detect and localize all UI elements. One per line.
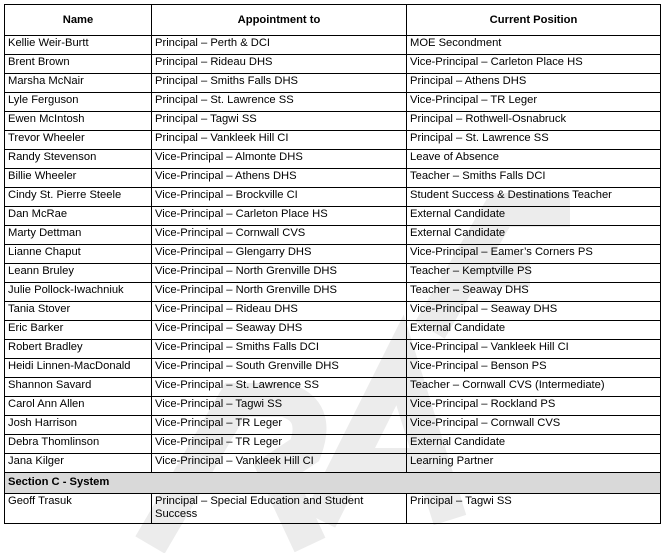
cell-current-position: Vice-Principal – TR Leger [407,93,661,112]
cell-current-position: Vice-Principal – Carleton Place HS [407,55,661,74]
cell-appointment: Vice-Principal – Carleton Place HS [152,207,407,226]
cell-current-position: External Candidate [407,207,661,226]
cell-current-position: External Candidate [407,226,661,245]
cell-appointment: Principal – Vankleek Hill CI [152,131,407,150]
cell-current-position: Teacher – Smiths Falls DCI [407,169,661,188]
table-row [5,340,661,359]
cell-name: Carol Ann Allen [5,397,152,416]
cell-current-position: Teacher – Kemptville PS [407,264,661,283]
cell-appointment: Vice-Principal – TR Leger [152,416,407,435]
column-header-current-position: Current Position [407,5,661,36]
cell-current-position: Principal – St. Lawrence SS [407,131,661,150]
cell-current-position: External Candidate [407,435,661,454]
cell-current-position: Teacher – Cornwall CVS (Intermediate) [407,378,661,397]
cell-current-position: Vice-Principal – Vankleek Hill CI [407,340,661,359]
table-body [5,36,661,473]
section-c-title: Section C - System [5,473,661,494]
cell-appointment: Vice-Principal – Rideau DHS [152,302,407,321]
cell-appointment: Principal – Tagwi SS [152,112,407,131]
cell-name: Robert Bradley [5,340,152,359]
table-row [5,264,661,283]
appointments-table [4,4,661,524]
cell-name: Leann Bruley [5,264,152,283]
cell-current-position: Leave of Absence [407,150,661,169]
cell-appointment: Vice-Principal – Athens DHS [152,169,407,188]
cell-name: Josh Harrison [5,416,152,435]
cell-appointment: Vice-Principal – Seaway DHS [152,321,407,340]
table-row [5,169,661,188]
cell-name: Debra Thomlinson [5,435,152,454]
cell-name: Shannon Savard [5,378,152,397]
cell-appointment: Vice-Principal – Glengarry DHS [152,245,407,264]
table-row [5,55,661,74]
cell-name: Billie Wheeler [5,169,152,188]
table-row [5,397,661,416]
table-row [5,188,661,207]
cell-name: Julie Pollock-Iwachniuk [5,283,152,302]
table-row [5,435,661,454]
table-row [5,226,661,245]
table-row [5,207,661,226]
table-row [5,302,661,321]
cell-name: Tania Stover [5,302,152,321]
cell-name: Kellie Weir-Burtt [5,36,152,55]
cell-appointment: Principal – Smiths Falls DHS [152,74,407,93]
table-row [5,283,661,302]
table-row [5,74,661,93]
table-row [5,150,661,169]
cell-name: Ewen McIntosh [5,112,152,131]
cell-current-position: Principal – Tagwi SS [407,494,661,524]
table-row [5,416,661,435]
cell-name: Geoff Trasuk [5,494,152,524]
cell-current-position: Principal – Athens DHS [407,74,661,93]
table-row [5,494,661,524]
cell-name: Cindy St. Pierre Steele [5,188,152,207]
cell-name: Lianne Chaput [5,245,152,264]
cell-name: Eric Barker [5,321,152,340]
table-row [5,93,661,112]
cell-appointment: Vice-Principal – North Grenville DHS [152,264,407,283]
cell-current-position: MOE Secondment [407,36,661,55]
cell-current-position: External Candidate [407,321,661,340]
table-row [5,321,661,340]
cell-name: Jana Kilger [5,454,152,473]
cell-current-position: Learning Partner [407,454,661,473]
cell-appointment: Vice-Principal – Cornwall CVS [152,226,407,245]
cell-appointment: Vice-Principal – South Grenville DHS [152,359,407,378]
cell-name: Trevor Wheeler [5,131,152,150]
table-row [5,359,661,378]
cell-appointment: Principal – Special Education and Student Success [152,494,407,524]
column-header-name: Name [5,5,152,36]
cell-current-position: Teacher – Seaway DHS [407,283,661,302]
cell-name: Marsha McNair [5,74,152,93]
cell-appointment: Vice-Principal – St. Lawrence SS [152,378,407,397]
cell-appointment: Principal – Perth & DCI [152,36,407,55]
column-header-appointment: Appointment to [152,5,407,36]
cell-appointment: Principal – Rideau DHS [152,55,407,74]
cell-appointment: Vice-Principal – North Grenville DHS [152,283,407,302]
cell-name: Brent Brown [5,55,152,74]
cell-name: Marty Dettman [5,226,152,245]
cell-appointment: Vice-Principal – Vankleek Hill CI [152,454,407,473]
table-row [5,36,661,55]
cell-appointment: Vice-Principal – TR Leger [152,435,407,454]
cell-appointment: Principal – St. Lawrence SS [152,93,407,112]
cell-current-position: Vice-Principal – Rockland PS [407,397,661,416]
cell-current-position: Vice-Principal – Cornwall CVS [407,416,661,435]
table-row [5,454,661,473]
cell-name: Dan McRae [5,207,152,226]
cell-name: Heidi Linnen-MacDonald [5,359,152,378]
table-header-row [5,5,661,36]
cell-appointment: Vice-Principal – Brockville CI [152,188,407,207]
cell-current-position: Student Success & Destinations Teacher [407,188,661,207]
cell-appointment: Vice-Principal – Almonte DHS [152,150,407,169]
cell-name: Randy Stevenson [5,150,152,169]
cell-current-position: Vice-Principal – Seaway DHS [407,302,661,321]
table-row [5,131,661,150]
table-row [5,378,661,397]
cell-current-position: Principal – Rothwell-Osnabruck [407,112,661,131]
table-row [5,245,661,264]
section-c-body [5,473,661,524]
cell-name: Lyle Ferguson [5,93,152,112]
table-row [5,112,661,131]
cell-current-position: Vice-Principal – Benson PS [407,359,661,378]
cell-appointment: Vice-Principal – Smiths Falls DCI [152,340,407,359]
cell-appointment: Vice-Principal – Tagwi SS [152,397,407,416]
cell-current-position: Vice-Principal – Eamer’s Corners PS [407,245,661,264]
section-heading-row [5,473,661,494]
